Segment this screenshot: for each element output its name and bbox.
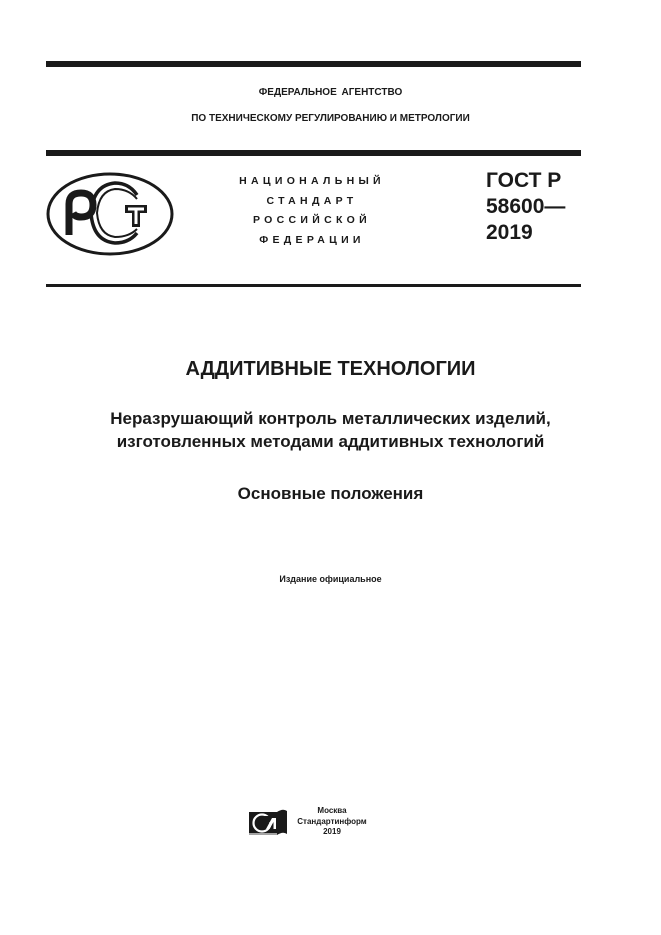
publisher-city: Москва — [317, 806, 347, 815]
document-title: АДДИТИВНЫЕ ТЕХНОЛОГИИ — [185, 358, 476, 380]
top-divider-rule — [46, 61, 581, 67]
national-standard-line: СТАНДАРТ — [266, 194, 358, 207]
rst-logo-icon — [45, 171, 175, 257]
national-standard-line: РОССИЙСКОЙ — [253, 214, 371, 226]
designation-line: 2019 — [486, 221, 533, 244]
edition-label: Издание официальное — [279, 574, 382, 584]
document-sub-subtitle: Основные положения — [237, 484, 424, 503]
standard-designation — [486, 168, 565, 246]
agency-name-line1: ФЕДЕРАЛЬНОЕ АГЕНТСТВО — [258, 87, 403, 98]
national-standard-line: ФЕДЕРАЦИИ — [259, 233, 365, 246]
standartinform-logo-icon — [247, 808, 289, 837]
agency-name-line2: ПО ТЕХНИЧЕСКОМУ РЕГУЛИРОВАНИЮ И МЕТРОЛОГИИ — [191, 113, 470, 124]
document-subtitle — [0, 407, 661, 453]
block-divider-rule — [46, 284, 581, 287]
designation-line: 58600— — [486, 195, 566, 218]
publisher-name: Стандартинформ — [297, 816, 367, 826]
subtitle-line: Неразрушающий контроль металлических изделий, — [110, 409, 551, 428]
publisher-info — [297, 806, 367, 838]
national-standard-line: НАЦИОНАЛЬНЫЙ — [239, 175, 385, 187]
designation-line: ГОСТ Р — [486, 169, 562, 192]
subtitle-line: изготовленных методами аддитивных технологий — [116, 432, 545, 451]
publisher-year: 2019 — [323, 827, 341, 836]
national-standard-label — [232, 172, 392, 250]
header-divider-rule — [46, 150, 581, 156]
